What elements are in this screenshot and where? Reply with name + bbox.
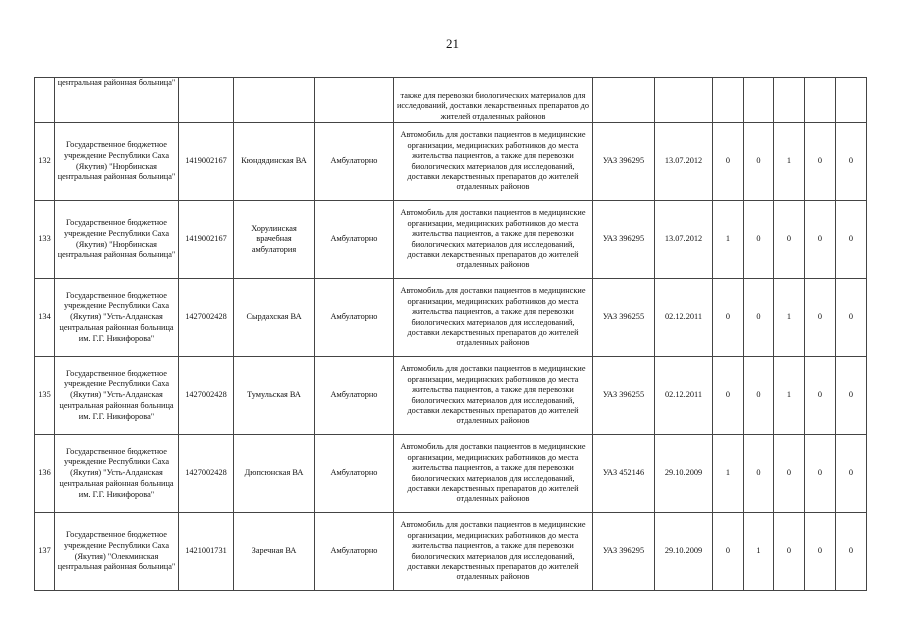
cell-date: 02.12.2011 bbox=[655, 357, 713, 435]
cell-date: 29.10.2009 bbox=[655, 513, 713, 591]
cell-count-4: 0 bbox=[805, 435, 836, 513]
cell-inn bbox=[179, 78, 234, 123]
cell-count-3: 0 bbox=[774, 201, 805, 279]
cell-count-1: 0 bbox=[713, 279, 744, 357]
cell-count-2: 0 bbox=[744, 357, 774, 435]
cell-count-3: 1 bbox=[774, 357, 805, 435]
cell-count-4: 0 bbox=[805, 123, 836, 201]
cell-count-2: 1 bbox=[744, 513, 774, 591]
cell-count-3: 0 bbox=[774, 513, 805, 591]
cell-care-type: Амбулаторно bbox=[315, 279, 394, 357]
cell-count-5: 0 bbox=[836, 357, 867, 435]
table-row bbox=[35, 123, 867, 201]
cell-organization: Государственное бюджетное учреждение Республики Саха (Якутия) "Нюрбинская центральная районная больница" bbox=[55, 201, 179, 279]
cell-care-type: Амбулаторно bbox=[315, 435, 394, 513]
cell-date: 13.07.2012 bbox=[655, 201, 713, 279]
table-row bbox=[35, 357, 867, 435]
cell-date: 29.10.2009 bbox=[655, 435, 713, 513]
table-row bbox=[35, 435, 867, 513]
cell-care-type: Амбулаторно bbox=[315, 201, 394, 279]
cell-count-1: 0 bbox=[713, 357, 744, 435]
cell-number: 134 bbox=[35, 279, 55, 357]
cell-count-3: 0 bbox=[774, 435, 805, 513]
cell-purpose: Автомобиль для доставки пациентов в медицинские организации, медицинских работников до места жительства пациентов, а также для перевозки биологических материалов для исследований, доставки лекарственных препаратов до жителей отдаленных районов bbox=[394, 201, 593, 279]
cell-organization: Государственное бюджетное учреждение Республики Саха (Якутия) "Олекминская центральная районная больница" bbox=[55, 513, 179, 591]
cell-number: 137 bbox=[35, 513, 55, 591]
cell-care-type: Амбулаторно bbox=[315, 357, 394, 435]
cell-vehicle: УАЗ 396255 bbox=[593, 357, 655, 435]
cell-count-5: 0 bbox=[836, 435, 867, 513]
cell-purpose: Автомобиль для доставки пациентов в медицинские организации, медицинских работников до места жительства пациентов, а также для перевозки биологических материалов для исследований, доставки лекарственных препаратов до жителей отдаленных районов bbox=[394, 357, 593, 435]
cell-count-4: 0 bbox=[805, 513, 836, 591]
cell-count-4: 0 bbox=[805, 201, 836, 279]
cell-count-1: 0 bbox=[713, 513, 744, 591]
cell-care-type: Амбулаторно bbox=[315, 123, 394, 201]
cell-count-2 bbox=[744, 78, 774, 123]
cell-unit: Дюпсюнская ВА bbox=[234, 435, 315, 513]
cell-date bbox=[655, 78, 713, 123]
cell-count-3: 1 bbox=[774, 279, 805, 357]
cell-vehicle: УАЗ 396295 bbox=[593, 123, 655, 201]
cell-count-5: 0 bbox=[836, 279, 867, 357]
cell-unit: Заречная ВА bbox=[234, 513, 315, 591]
cell-count-5 bbox=[836, 78, 867, 123]
cell-vehicle: УАЗ 396295 bbox=[593, 513, 655, 591]
cell-count-1 bbox=[713, 78, 744, 123]
cell-unit: Сырдахская ВА bbox=[234, 279, 315, 357]
cell-unit bbox=[234, 78, 315, 123]
cell-vehicle: УАЗ 452146 bbox=[593, 435, 655, 513]
cell-count-1: 1 bbox=[713, 435, 744, 513]
cell-unit: Хорулинская врачебная амбулатория bbox=[234, 201, 315, 279]
cell-count-2: 0 bbox=[744, 201, 774, 279]
cell-inn: 1427002428 bbox=[179, 279, 234, 357]
cell-number: 133 bbox=[35, 201, 55, 279]
cell-purpose: Автомобиль для доставки пациентов в медицинские организации, медицинских работников до места жительства пациентов, а также для перевозки биологических материалов для исследований, доставки лекарственных препаратов до жителей отдаленных районов bbox=[394, 513, 593, 591]
cell-purpose: также для перевозки биологических материалов для исследований, доставки лекарственных препаратов до жителей отдаленных районов bbox=[394, 78, 593, 123]
cell-vehicle bbox=[593, 78, 655, 123]
cell-count-1: 0 bbox=[713, 123, 744, 201]
cell-inn: 1427002428 bbox=[179, 357, 234, 435]
cell-count-4: 0 bbox=[805, 357, 836, 435]
cell-count-2: 0 bbox=[744, 123, 774, 201]
cell-vehicle: УАЗ 396295 bbox=[593, 201, 655, 279]
cell-inn: 1427002428 bbox=[179, 435, 234, 513]
table-row bbox=[35, 279, 867, 357]
cell-count-2: 0 bbox=[744, 435, 774, 513]
cell-count-3: 1 bbox=[774, 123, 805, 201]
cell-purpose: Автомобиль для доставки пациентов в медицинские организации, медицинских работников до места жительства пациентов, а также для перевозки биологических материалов для исследований, доставки лекарственных препаратов до жителей отдаленных районов bbox=[394, 123, 593, 201]
cell-care-type bbox=[315, 78, 394, 123]
cell-vehicle: УАЗ 396255 bbox=[593, 279, 655, 357]
cell-unit: Кюндядинская ВА bbox=[234, 123, 315, 201]
cell-count-5: 0 bbox=[836, 123, 867, 201]
cell-unit: Тумульская ВА bbox=[234, 357, 315, 435]
cell-care-type: Амбулаторно bbox=[315, 513, 394, 591]
cell-count-4: 0 bbox=[805, 279, 836, 357]
table-row bbox=[35, 513, 867, 591]
cell-count-5: 0 bbox=[836, 513, 867, 591]
cell-number bbox=[35, 78, 55, 123]
table-row bbox=[35, 201, 867, 279]
cell-purpose: Автомобиль для доставки пациентов в медицинские организации, медицинских работников до места жительства пациентов, а также для перевозки биологических материалов для исследований, доставки лекарственных препаратов до жителей отдаленных районов bbox=[394, 279, 593, 357]
cell-purpose: Автомобиль для доставки пациентов в медицинские организации, медицинских работников до места жительства пациентов, а также для перевозки биологических материалов для исследований, доставки лекарственных препаратов до жителей отдаленных районов bbox=[394, 435, 593, 513]
vehicle-table bbox=[34, 77, 867, 591]
cell-organization: Государственное бюджетное учреждение Республики Саха (Якутия) "Усть-Алданская центральная районная больница им. Г.Г. Никифорова" bbox=[55, 435, 179, 513]
cell-count-3 bbox=[774, 78, 805, 123]
cell-organization: центральная районная больница" bbox=[55, 78, 179, 123]
cell-number: 136 bbox=[35, 435, 55, 513]
cell-count-2: 0 bbox=[744, 279, 774, 357]
cell-organization: Государственное бюджетное учреждение Республики Саха (Якутия) "Усть-Алданская центральная районная больница им. Г.Г. Никифорова" bbox=[55, 357, 179, 435]
cell-organization: Государственное бюджетное учреждение Республики Саха (Якутия) "Нюрбинская центральная районная больница" bbox=[55, 123, 179, 201]
page-number: 21 bbox=[446, 36, 459, 51]
cell-date: 13.07.2012 bbox=[655, 123, 713, 201]
cell-inn: 1419002167 bbox=[179, 123, 234, 201]
cell-count-5: 0 bbox=[836, 201, 867, 279]
cell-number: 135 bbox=[35, 357, 55, 435]
cell-inn: 1421001731 bbox=[179, 513, 234, 591]
cell-count-1: 1 bbox=[713, 201, 744, 279]
cell-date: 02.12.2011 bbox=[655, 279, 713, 357]
cell-number: 132 bbox=[35, 123, 55, 201]
table-row-continuation bbox=[35, 78, 867, 123]
cell-count-4 bbox=[805, 78, 836, 123]
cell-inn: 1419002167 bbox=[179, 201, 234, 279]
cell-organization: Государственное бюджетное учреждение Республики Саха (Якутия) "Усть-Алданская центральная районная больница им. Г.Г. Никифорова" bbox=[55, 279, 179, 357]
